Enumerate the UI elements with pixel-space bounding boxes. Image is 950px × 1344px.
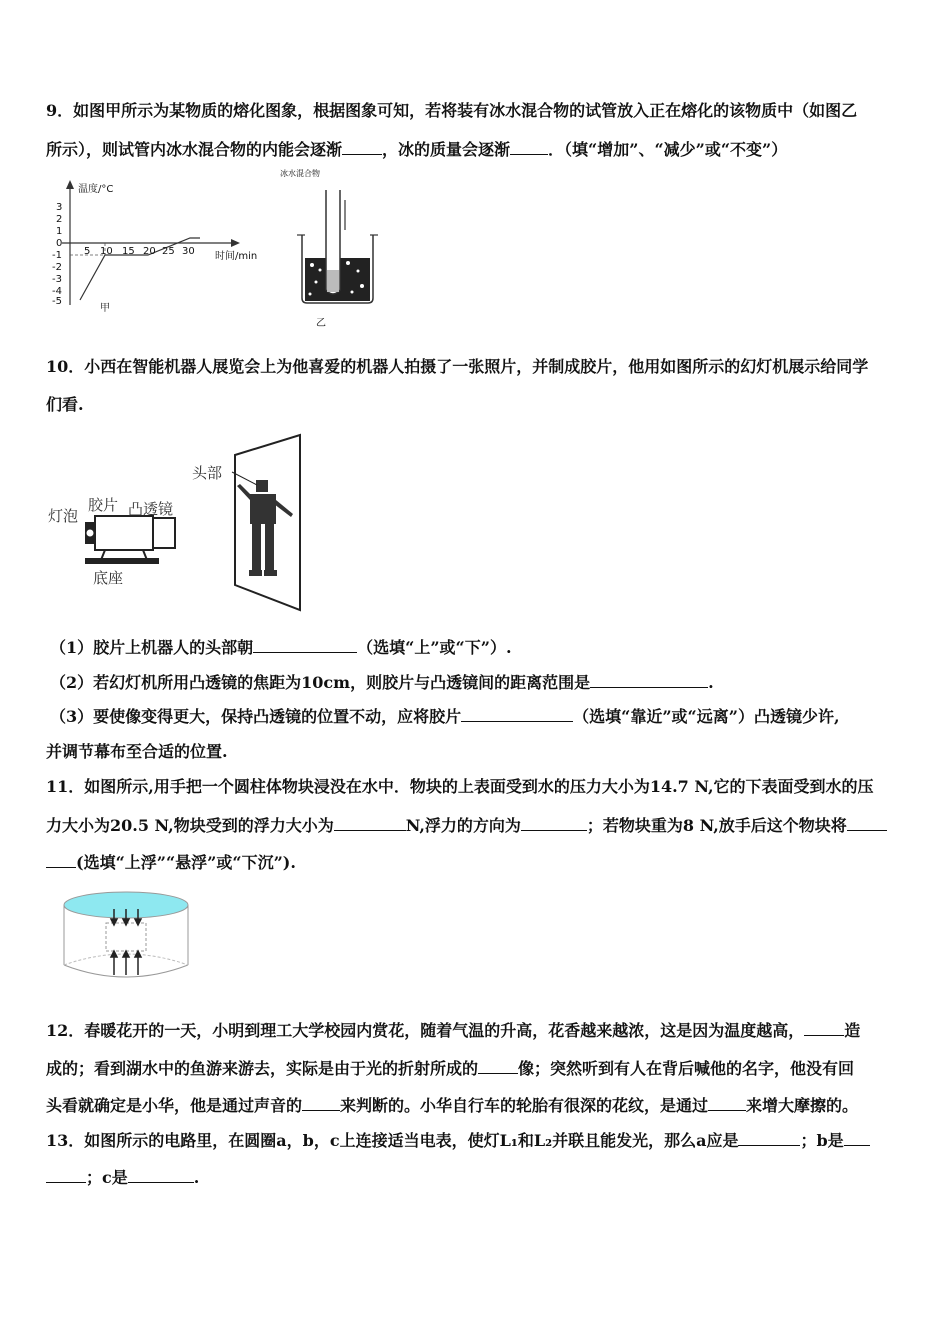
x-tick: 20 [143, 246, 156, 257]
q10-blank-2[interactable] [590, 671, 708, 688]
q11-text-a: 力大小为20.5 N,物块受到的浮力大小为 [46, 816, 334, 835]
q10-sub3-hint: （选填“靠近”或“远离”）凸透镜少许, [573, 707, 840, 726]
q13-text-c: ；c是 [86, 1168, 128, 1187]
q11-text-c: ；若物块重为8 N,放手后这个物块将 [586, 816, 847, 835]
q9-line1: 9．如图甲所示为某物质的熔化图象，根据图象可知，若将装有冰水混合物的试管放入正在熔化的该物质中（如图乙 [46, 101, 858, 120]
q13-line2 [46, 1166, 199, 1189]
q10-sub2 [50, 671, 714, 694]
q13-text-d: . [193, 1168, 200, 1187]
q9-line2 [46, 138, 787, 161]
q10-blank-3[interactable] [461, 705, 573, 722]
beaker-figure [290, 170, 380, 315]
q13-blank-3[interactable] [128, 1166, 194, 1183]
tube-caption: 乙 [316, 318, 326, 329]
q12-line3 [46, 1094, 858, 1117]
y-tick: -5 [52, 296, 62, 307]
melting-graph [40, 175, 275, 315]
q11-blank-3[interactable] [847, 814, 887, 831]
y-tick: -2 [52, 262, 62, 273]
y-tick: 1 [56, 226, 63, 237]
q10-sub1-text: （1）胶片上机器人的头部朝 [50, 638, 254, 657]
q10-sub3-text: （3）要使像变得更大，保持凸透镜的位置不动，应将胶片 [50, 707, 462, 726]
q11-line3 [46, 851, 296, 874]
q12-text-e: 头看就确定是小华，他是通过声音的 [46, 1096, 303, 1115]
label-lens: 凸透镜 [128, 500, 174, 518]
q9-text-b: ，冰的质量会逐渐 [382, 140, 511, 159]
cylinder-figure [58, 883, 198, 985]
q9-text-a: 所示），则试管内冰水混合物的内能会逐渐 [46, 140, 343, 159]
y-tick: 3 [56, 202, 63, 213]
q11-text-b: N,浮力的方向为 [405, 816, 521, 835]
q10-sub1 [50, 636, 512, 659]
q11-blank-2[interactable] [521, 814, 587, 831]
label-head: 头部 [192, 464, 223, 482]
graph-xlabel: 时间/min [215, 251, 258, 262]
q12-text-a: 12．春暖花开的一天，小明到理工大学校园内赏花，随着气温的升高，花香越来越浓，这是因为温度越高， [46, 1021, 805, 1040]
q10-sub2-text: （2）若幻灯机所用凸透镜的焦距为10cm，则胶片与凸透镜间的距离范围是 [50, 673, 591, 692]
graph-caption: 甲 [100, 303, 110, 314]
q13-text-b: ；b是 [800, 1131, 844, 1150]
y-tick: -1 [52, 250, 62, 261]
q12-blank-1[interactable] [804, 1019, 844, 1036]
label-base: 底座 [93, 569, 124, 587]
q12-blank-2[interactable] [478, 1057, 518, 1074]
q13-blank-1[interactable] [738, 1129, 800, 1146]
q12-text-d: 像；突然听到有人在背后喊他的名字，他没有回 [518, 1059, 855, 1078]
q9-text-c: ．（填“增加”、“减少”或“不变”） [548, 140, 788, 159]
q13-blank-2-cont[interactable] [46, 1166, 86, 1183]
x-tick: 10 [100, 246, 113, 257]
q12-text-f: 来判断的。小华自行车的轮胎有很深的花纹，是通过 [340, 1096, 709, 1115]
q10-line2: 们看. [46, 395, 84, 414]
y-tick: 2 [56, 214, 63, 225]
q13-line1 [46, 1129, 870, 1152]
q11-hint: (选填“上浮”“悬浮”或“下沉”). [76, 853, 296, 872]
q12-line1 [46, 1019, 860, 1042]
q12-text-b: 造 [844, 1021, 861, 1040]
q10-sub2-end: . [708, 673, 714, 692]
x-tick: 15 [122, 246, 135, 257]
q10-line1: 10．小西在智能机器人展览会上为他喜爱的机器人拍摄了一张照片，并制成胶片，他用如图所示的幻灯机展示给同学 [46, 357, 869, 376]
q13-blank-2[interactable] [844, 1129, 870, 1146]
label-bulb: 灯泡 [48, 507, 79, 525]
q9-blank-1[interactable] [342, 138, 382, 155]
q10-sub3-cont: 并调节幕布至合适的位置. [46, 742, 228, 761]
graph-ylabel: 温度/°C [78, 184, 114, 195]
x-tick: 30 [182, 246, 195, 257]
label-film: 胶片 [88, 496, 119, 514]
q11-blank-1[interactable] [334, 814, 406, 831]
y-tick: -3 [52, 274, 62, 285]
projector-figure [45, 430, 310, 615]
q11-line2 [46, 814, 887, 837]
q12-blank-3[interactable] [302, 1094, 340, 1111]
tube-label: 冰水混合物 [280, 169, 320, 178]
q13-text-a: 13．如图所示的电路里，在圆圈a，b，c上连接适当电表，使灯L₁和L₂并联且能发光，那么a应是 [46, 1131, 739, 1150]
y-tick: -4 [52, 286, 62, 297]
q12-blank-4[interactable] [708, 1094, 746, 1111]
x-tick: 25 [162, 246, 175, 257]
q10-blank-1[interactable] [253, 636, 357, 653]
q10-sub3 [50, 705, 840, 728]
q12-text-g: 来增大摩擦的。 [746, 1096, 859, 1115]
q11-blank-3-cont[interactable] [46, 851, 76, 868]
q12-text-c: 成的；看到湖水中的鱼游来游去，实际是由于光的折射所成的 [46, 1059, 479, 1078]
q11-line1: 11．如图所示,用手把一个圆柱体物块浸没在水中．物块的上表面受到水的压力大小为14.7 N,它的下表面受到水的压 [46, 777, 874, 796]
q12-line2 [46, 1057, 854, 1080]
q9-blank-2[interactable] [510, 138, 548, 155]
q10-sub1-hint: （选填“上”或“下”）. [357, 638, 512, 657]
y-tick: 0 [56, 238, 63, 249]
x-tick: 5 [84, 246, 91, 257]
